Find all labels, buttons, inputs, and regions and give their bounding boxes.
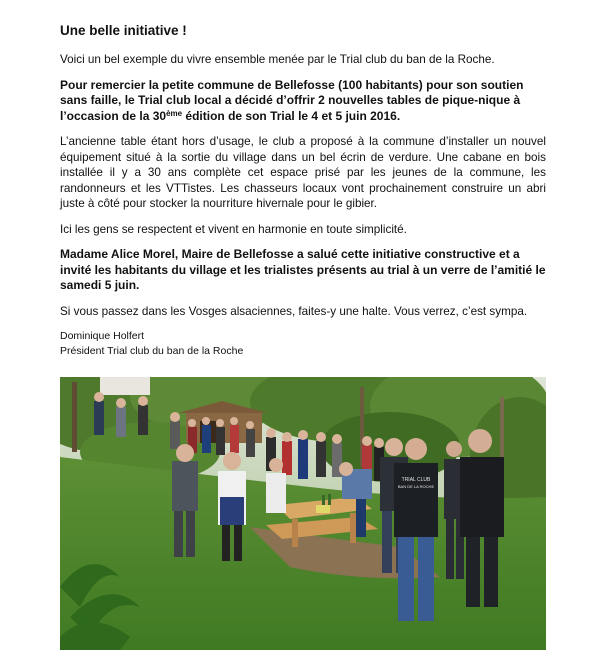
club-jacket <box>394 463 438 537</box>
village-building <box>100 377 150 395</box>
jacket-text-1: TRIAL CLUB <box>401 477 431 483</box>
intro-paragraph: Voici un bel exemple du vivre ensemble menée par le Trial club du ban de la Roche. <box>60 53 495 66</box>
edition-superscript: ème <box>166 108 183 118</box>
highlight-paragraph <box>60 78 546 125</box>
signature <box>60 329 546 358</box>
signature-name: Dominique Holfert <box>60 330 145 342</box>
harmony-paragraph: Ici les gens se respectent et vivent en harmonie en toute simplicité. <box>60 222 407 236</box>
article-title: Une belle initiative ! <box>60 23 187 38</box>
highlight-text-after: édition de son Trial le 4 et 5 juin 2016. <box>182 108 401 123</box>
jacket-text-2: BAN DE LA ROCHE <box>397 484 435 489</box>
event-photo <box>60 377 546 650</box>
body-paragraph: L’ancienne table étant hors d’usage, le club a proposé à la commune d’installer un nouvel équipement situé à la sortie du village dans un bel écrin de verdure. Une cabane en bois installée il y a 30 ans complète cet espace prisé par les jeunes de la commune, les randonneurs et les VTTistes. Les chasseurs locaux vont prochainement construire un abri juste à côté pour stocker la nourriture hivernale pour le gibier. <box>60 135 546 210</box>
closing-paragraph: Si vous passez dans les Vosges alsaciennes, faites-y une halte. Vous verrez, c’est sympa. <box>60 304 528 318</box>
mayor-paragraph: Madame Alice Morel, Maire de Bellefosse a salué cette initiative constructive et a invité les habitants du village et les trialistes présents au trial à un verre de l’amitié le samedi 5 juin. <box>60 247 546 292</box>
article <box>60 18 546 358</box>
highlight-text-before: Pour remercier la petite commune de Bellefosse (100 habitants) pour son soutien sans faille, le Trial club local a décidé d’offrir 2 nouvelles tables de pique-nique à l’occasion de la 30 <box>60 77 524 123</box>
signature-role: Président Trial club du ban de la Roche <box>60 344 244 357</box>
